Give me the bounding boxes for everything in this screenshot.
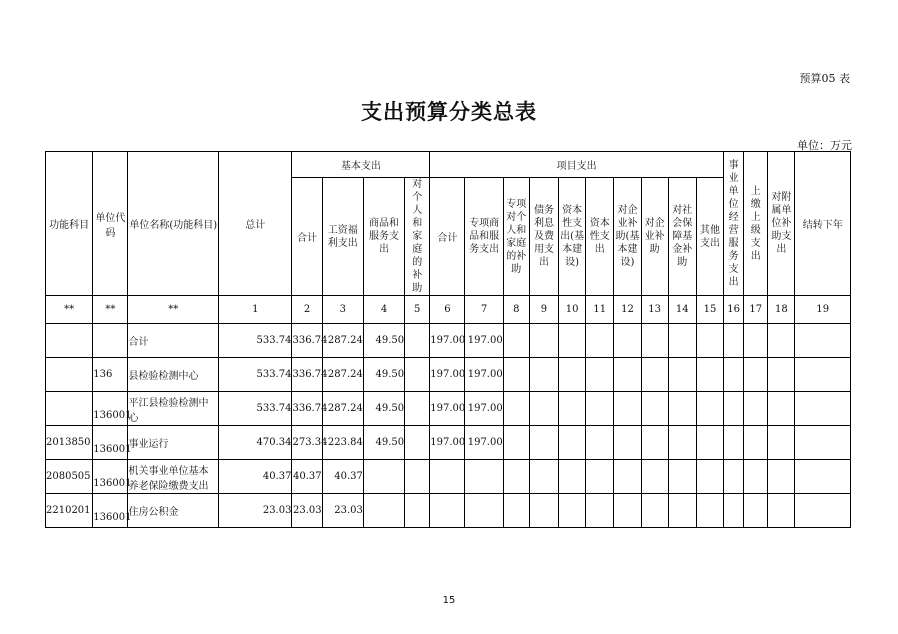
cell-empty	[668, 324, 696, 358]
index-cell: 19	[795, 296, 851, 324]
cell-proj-sum: 197.00	[430, 426, 465, 460]
cell-empty	[614, 358, 641, 392]
cell-empty	[559, 494, 586, 528]
index-cell: 3	[322, 296, 363, 324]
cell-personal	[405, 494, 430, 528]
index-cell: 4	[363, 296, 404, 324]
cell-total: 40.37	[219, 460, 292, 494]
header-personal-basic: 对个人和家庭的补助	[405, 178, 430, 296]
cell-empty	[641, 426, 668, 460]
cell-goods-proj: 197.00	[465, 426, 503, 460]
index-cell: 7	[465, 296, 503, 324]
cell-func	[46, 392, 93, 426]
cell-empty	[586, 358, 614, 392]
cell-total: 470.34	[219, 426, 292, 460]
header-row-1	[46, 152, 851, 178]
cell-empty	[768, 460, 795, 494]
cell-proj-sum: 197.00	[430, 392, 465, 426]
budget-table	[45, 151, 851, 528]
cell-empty	[529, 392, 558, 426]
index-cell: 14	[668, 296, 696, 324]
cell-empty	[768, 358, 795, 392]
header-capital: 资本性支出	[586, 178, 614, 296]
cell-empty	[529, 358, 558, 392]
header-proj-sum: 合计	[430, 178, 465, 296]
cell-empty	[668, 494, 696, 528]
page-number: 15	[442, 595, 456, 606]
index-cell: **	[93, 296, 128, 324]
cell-goods-proj	[465, 460, 503, 494]
cell-empty	[559, 392, 586, 426]
cell-empty	[586, 494, 614, 528]
cell-empty	[696, 426, 723, 460]
cell-empty	[586, 426, 614, 460]
cell-empty	[724, 494, 744, 528]
cell-proj-sum	[430, 494, 465, 528]
cell-basic-sum: 40.37	[292, 460, 322, 494]
cell-goods	[363, 460, 404, 494]
cell-empty	[768, 494, 795, 528]
cell-personal	[405, 324, 430, 358]
cell-empty	[768, 324, 795, 358]
cell-name: 机关事业单位基本养老保险缴费支出	[128, 460, 219, 494]
header-subordinate: 对附属单位补助支出	[768, 152, 795, 296]
cell-empty	[586, 460, 614, 494]
header-other: 其他支出	[696, 178, 723, 296]
index-cell: 16	[724, 296, 744, 324]
cell-empty	[503, 426, 529, 460]
cell-code: 136001	[93, 494, 128, 528]
cell-empty	[641, 494, 668, 528]
table-row	[46, 426, 851, 460]
cell-empty	[614, 392, 641, 426]
cell-empty	[529, 460, 558, 494]
index-cell: **	[46, 296, 93, 324]
index-cell: 17	[744, 296, 768, 324]
cell-code: 136001	[93, 392, 128, 426]
cell-personal	[405, 358, 430, 392]
cell-empty	[744, 460, 768, 494]
index-cell: 13	[641, 296, 668, 324]
cell-code	[93, 324, 128, 358]
cell-basic-sum: 273.34	[292, 426, 322, 460]
cell-empty	[795, 358, 851, 392]
cell-empty	[795, 494, 851, 528]
header-enterprise-build: 对企业补助(基本建设)	[614, 178, 641, 296]
cell-empty	[795, 392, 851, 426]
cell-name: 县检验检测中心	[128, 358, 219, 392]
cell-empty	[795, 324, 851, 358]
cell-goods	[363, 494, 404, 528]
unit-label: 单位：万元	[797, 139, 852, 152]
cell-func: 2080505	[46, 460, 93, 494]
header-unit-name: 单位名称(功能科目)	[128, 152, 219, 296]
cell-func	[46, 358, 93, 392]
header-project: 项目支出	[430, 152, 724, 178]
cell-empty	[668, 358, 696, 392]
index-cell: 8	[503, 296, 529, 324]
cell-wage: 40.37	[322, 460, 363, 494]
cell-code: 136001	[93, 426, 128, 460]
cell-goods-proj: 197.00	[465, 358, 503, 392]
cell-func: 2210201	[46, 494, 93, 528]
cell-personal	[405, 392, 430, 426]
index-cell: 12	[614, 296, 641, 324]
cell-empty	[795, 426, 851, 460]
index-cell: 10	[559, 296, 586, 324]
cell-empty	[586, 392, 614, 426]
cell-proj-sum	[430, 460, 465, 494]
index-cell: 18	[768, 296, 795, 324]
header-goods-basic: 商品和服务支出	[363, 178, 404, 296]
cell-total: 533.74	[219, 358, 292, 392]
cell-goods-proj: 197.00	[465, 324, 503, 358]
header-basic: 基本支出	[292, 152, 430, 178]
cell-empty	[768, 392, 795, 426]
cell-empty	[724, 392, 744, 426]
cell-empty	[614, 426, 641, 460]
table-row	[46, 494, 851, 528]
header-basic-sum: 合计	[292, 178, 322, 296]
form-number: 预算05 表	[799, 72, 850, 85]
index-cell: **	[128, 296, 219, 324]
cell-empty	[744, 358, 768, 392]
cell-empty	[503, 324, 529, 358]
cell-wage: 287.24	[322, 392, 363, 426]
table-row	[46, 460, 851, 494]
cell-empty	[641, 460, 668, 494]
index-cell: 2	[292, 296, 322, 324]
cell-basic-sum: 336.74	[292, 392, 322, 426]
header-personal-proj: 专项对个人和家庭的补助	[503, 178, 529, 296]
cell-empty	[529, 494, 558, 528]
index-row	[46, 296, 851, 324]
cell-goods-proj: 197.00	[465, 392, 503, 426]
cell-basic-sum: 23.03	[292, 494, 322, 528]
cell-empty	[668, 426, 696, 460]
cell-wage: 23.03	[322, 494, 363, 528]
table-row	[46, 324, 851, 358]
cell-empty	[668, 460, 696, 494]
cell-empty	[668, 392, 696, 426]
cell-empty	[503, 494, 529, 528]
cell-empty	[641, 358, 668, 392]
cell-total: 533.74	[219, 392, 292, 426]
cell-wage: 287.24	[322, 358, 363, 392]
cell-empty	[503, 392, 529, 426]
cell-func	[46, 324, 93, 358]
cell-goods: 49.50	[363, 324, 404, 358]
cell-goods: 49.50	[363, 392, 404, 426]
cell-empty	[744, 324, 768, 358]
cell-name: 住房公积金	[128, 494, 219, 528]
cell-proj-sum: 197.00	[430, 358, 465, 392]
cell-empty	[559, 460, 586, 494]
cell-wage: 287.24	[322, 324, 363, 358]
cell-total: 533.74	[219, 324, 292, 358]
cell-code: 136	[93, 358, 128, 392]
cell-basic-sum: 336.74	[292, 358, 322, 392]
header-upper: 上缴上级支出	[744, 152, 768, 296]
cell-wage: 223.84	[322, 426, 363, 460]
table-row	[46, 392, 851, 426]
cell-proj-sum: 197.00	[430, 324, 465, 358]
header-func-subject: 功能科目	[46, 152, 93, 296]
cell-personal	[405, 426, 430, 460]
cell-code: 136001	[93, 460, 128, 494]
cell-empty	[724, 460, 744, 494]
table-row	[46, 358, 851, 392]
cell-empty	[503, 358, 529, 392]
cell-goods: 49.50	[363, 426, 404, 460]
cell-total: 23.03	[219, 494, 292, 528]
header-total: 总计	[219, 152, 292, 296]
header-debt: 债务利息及费用支出	[529, 178, 558, 296]
cell-func: 2013850	[46, 426, 93, 460]
cell-empty	[559, 358, 586, 392]
cell-empty	[529, 426, 558, 460]
header-carry: 结转下年	[795, 152, 851, 296]
cell-empty	[795, 460, 851, 494]
cell-empty	[641, 392, 668, 426]
cell-empty	[614, 324, 641, 358]
cell-name: 事业运行	[128, 426, 219, 460]
cell-basic-sum: 336.74	[292, 324, 322, 358]
header-enterprise: 对企业补助	[641, 178, 668, 296]
cell-goods-proj	[465, 494, 503, 528]
header-capital-build: 资本性支出(基本建设)	[559, 178, 586, 296]
cell-empty	[614, 460, 641, 494]
cell-empty	[744, 494, 768, 528]
cell-empty	[724, 426, 744, 460]
cell-empty	[696, 392, 723, 426]
header-goods-proj: 专项商品和服务支出	[465, 178, 503, 296]
cell-empty	[559, 324, 586, 358]
header-unit-code: 单位代码	[93, 152, 128, 296]
cell-empty	[724, 324, 744, 358]
cell-empty	[559, 426, 586, 460]
cell-empty	[744, 392, 768, 426]
cell-name: 平江县检验检测中心	[128, 392, 219, 426]
header-social: 对社会保障基金补助	[668, 178, 696, 296]
cell-empty	[696, 494, 723, 528]
header-operation: 事业单位经营服务支出	[724, 152, 744, 296]
index-cell: 1	[219, 296, 292, 324]
cell-goods: 49.50	[363, 358, 404, 392]
cell-personal	[405, 460, 430, 494]
header-wage: 工资福利支出	[322, 178, 363, 296]
cell-empty	[696, 460, 723, 494]
page-title: 支出预算分类总表	[361, 99, 537, 124]
cell-empty	[768, 426, 795, 460]
cell-name: 合计	[128, 324, 219, 358]
cell-empty	[724, 358, 744, 392]
cell-empty	[696, 358, 723, 392]
index-cell: 6	[430, 296, 465, 324]
index-cell: 5	[405, 296, 430, 324]
cell-empty	[503, 460, 529, 494]
cell-empty	[744, 426, 768, 460]
cell-empty	[614, 494, 641, 528]
cell-empty	[529, 324, 558, 358]
cell-empty	[586, 324, 614, 358]
cell-empty	[696, 324, 723, 358]
index-cell: 15	[696, 296, 723, 324]
index-cell: 9	[529, 296, 558, 324]
index-cell: 11	[586, 296, 614, 324]
cell-empty	[641, 324, 668, 358]
